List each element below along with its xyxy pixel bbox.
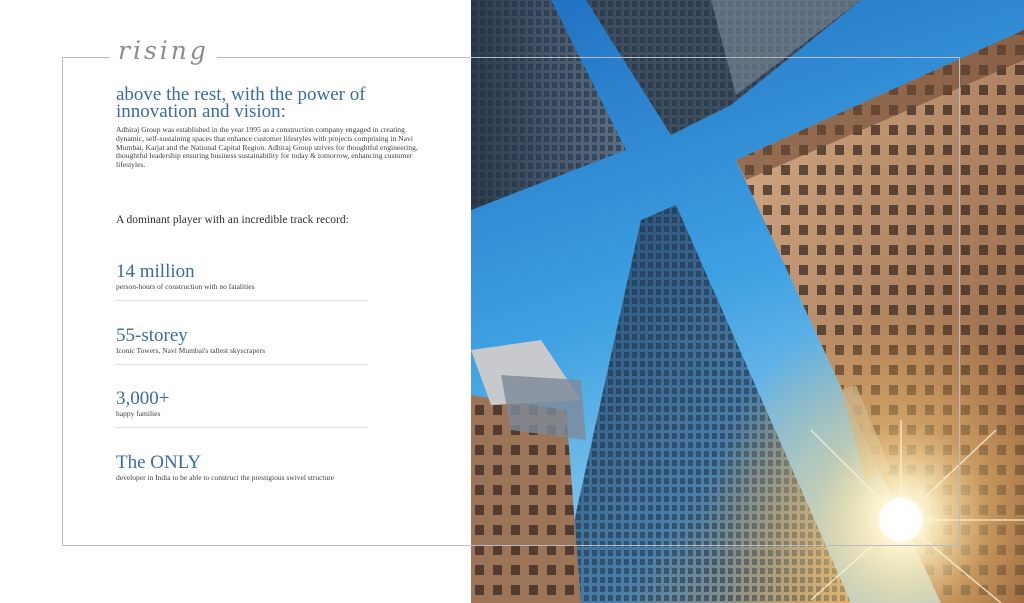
stat-value: The ONLY xyxy=(116,452,202,473)
stat-value: 55-storey xyxy=(116,325,188,346)
headline: above the rest, with the power of innovation and vision: xyxy=(116,84,366,122)
stat-value: 14 million xyxy=(116,261,195,282)
skyscraper-photo xyxy=(471,0,1024,603)
stat-block xyxy=(116,326,368,365)
stat-description: Iconic Towers, Navi Mumbai's tallest skyscrapers xyxy=(116,346,265,355)
divider xyxy=(116,300,368,301)
stat-description: developer in India to be able to construct the prestigious swivel structure xyxy=(116,473,335,482)
stat-description: happy families xyxy=(116,409,161,418)
stat-description: person-hours of construction with no fatalities xyxy=(116,282,255,291)
stat-block xyxy=(116,389,368,428)
divider xyxy=(116,427,368,428)
stat-value: 3,000+ xyxy=(116,388,170,409)
skyscraper-illustration xyxy=(471,0,1024,603)
stat-block xyxy=(116,453,416,483)
script-heading: rising xyxy=(110,36,217,65)
track-record-heading: A dominant player with an incredible track record: xyxy=(116,214,349,226)
stat-block xyxy=(116,262,368,301)
divider xyxy=(116,364,368,365)
intro-paragraph: Adhiraj Group was established in the year 1995 as a construction company engaged in creating dynamic, self-sustaining spaces that enhance customer lifestyles with projects comprising in Navi Mumbai, Karjat and the National Capital Region. Adhiraj Group strives for thoughtful engineering, thoughtful leadership ensuring business sustainability for today & tomorrow, enhancing customer lifestyles. xyxy=(116,125,418,170)
